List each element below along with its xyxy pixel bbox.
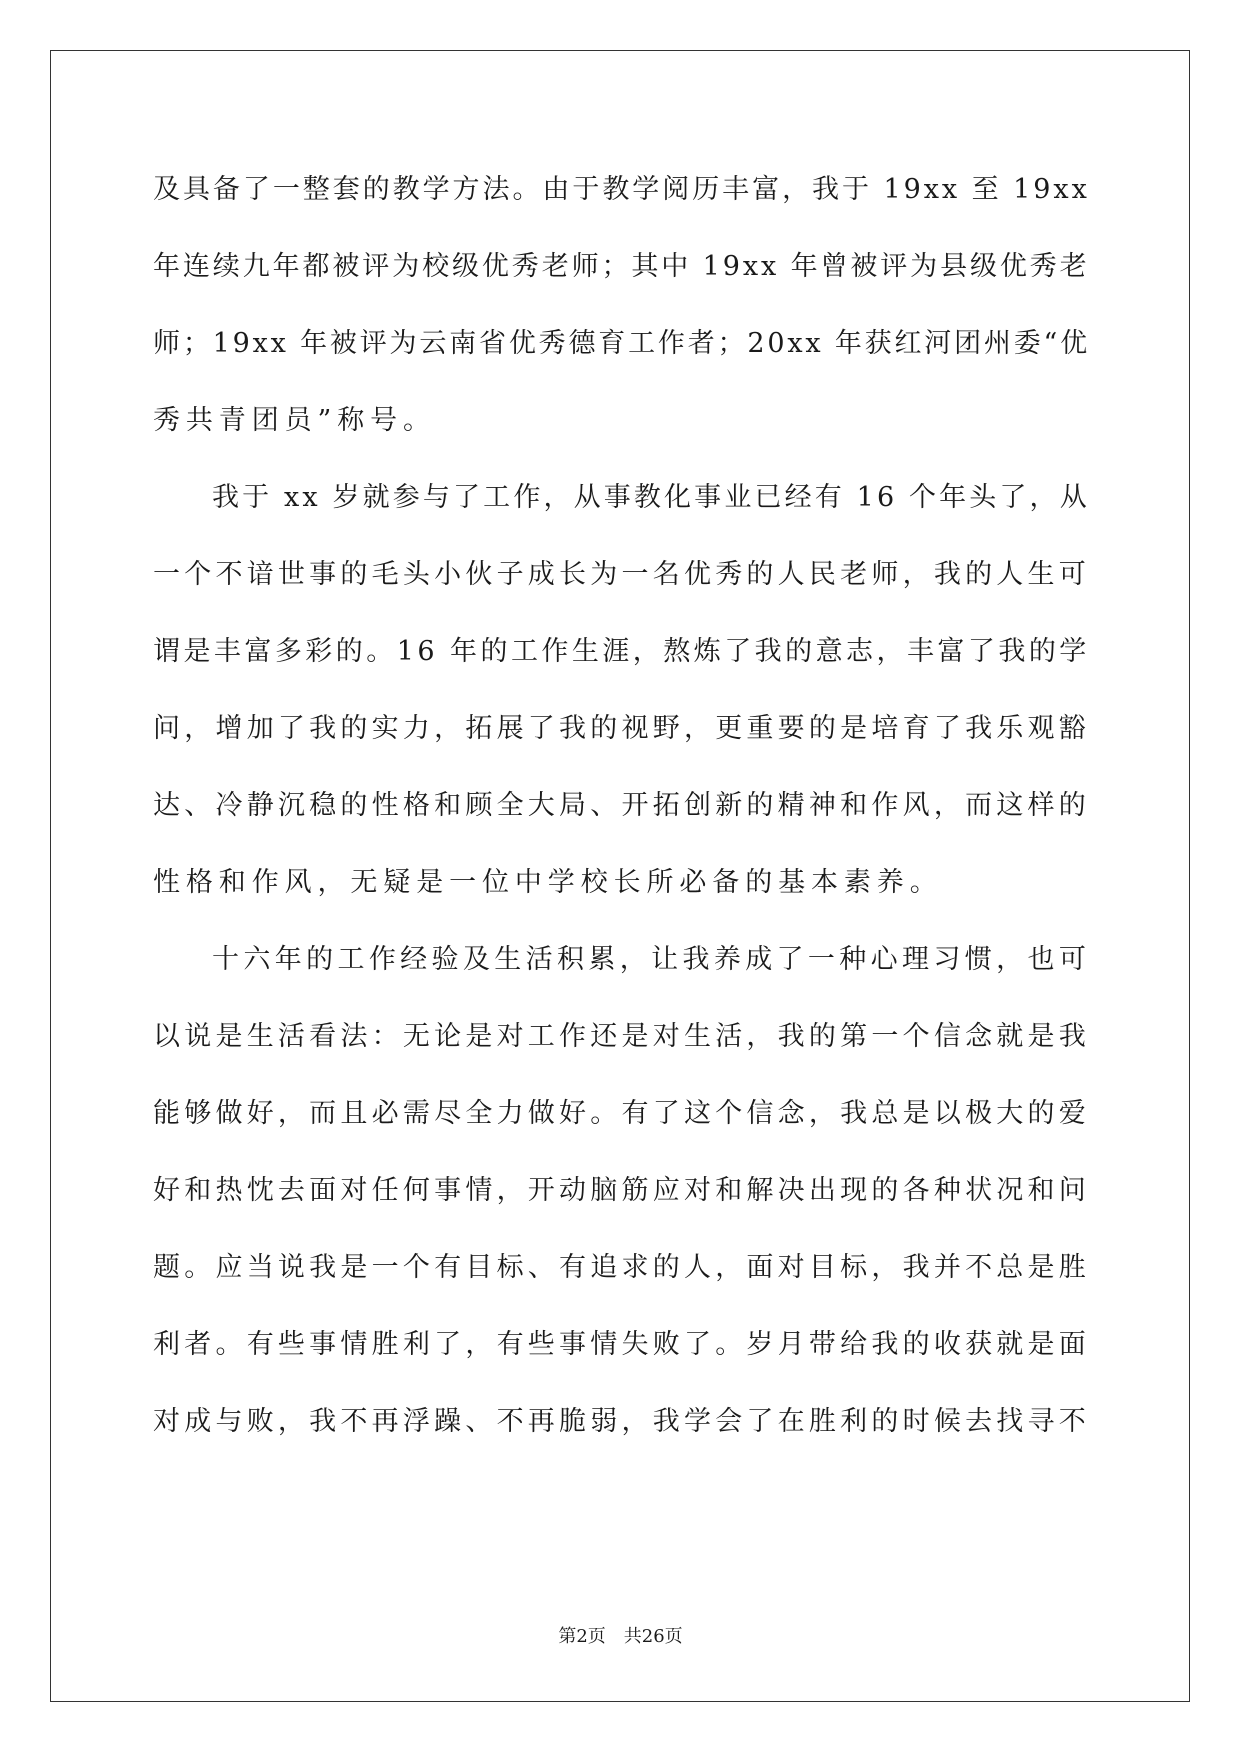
text-line: 性格和作风，无疑是一位中学校长所必备的基本素养。 — [153, 867, 943, 898]
text-line: 及具备了一整套的教学方法。由于教学阅历丰富，我于 19xx 至 19xx — [153, 174, 1090, 205]
paragraph-start-line: 我于 xx 岁就参与了工作，从事教化事业已经有 16 个年头了，从 — [212, 482, 1090, 513]
current-page-number: 2 — [576, 1626, 588, 1647]
text-line: 达、冷静沉稳的性格和顾全大局、开拓创新的精神和作风，而这样的 — [153, 790, 1090, 821]
paragraph-start-line: 十六年的工作经验及生活积累，让我养成了一种心理习惯，也可 — [212, 944, 1091, 975]
text-line: 好和热忱去面对任何事情，开动脑筋应对和解决出现的各种状况和问 — [153, 1175, 1090, 1206]
text-line: 师；19xx 年被评为云南省优秀德育工作者；20xx 年获红河团州委“优 — [153, 328, 1090, 359]
text-line: 年连续九年都被评为校级优秀老师；其中 19xx 年曾被评为县级优秀老 — [153, 251, 1090, 282]
text-line: 秀共青团员”称号。 — [153, 405, 436, 436]
page-number-footer — [0, 1622, 1241, 1648]
text-line: 利者。有些事情胜利了，有些事情失败了。岁月带给我的收获就是面 — [153, 1329, 1090, 1360]
page-mid: 页 共 — [587, 1626, 642, 1647]
text-line: 对成与败，我不再浮躁、不再脆弱，我学会了在胜利的时候去找寻不 — [153, 1406, 1090, 1437]
text-line: 谓是丰富多彩的。16 年的工作生涯，熬炼了我的意志，丰富了我的学 — [153, 636, 1090, 667]
text-line: 以说是生活看法：无论是对工作还是对生活，我的第一个信念就是我 — [153, 1021, 1090, 1052]
text-line: 一个不谙世事的毛头小伙子成长为一名优秀的人民老师，我的人生可 — [153, 559, 1090, 590]
page-suffix: 页 — [664, 1626, 683, 1647]
total-page-count: 26 — [641, 1626, 665, 1647]
text-line: 问，增加了我的实力，拓展了我的视野，更重要的是培育了我乐观豁 — [153, 713, 1090, 744]
text-line: 题。应当说我是一个有目标、有追求的人，面对目标，我并不总是胜 — [153, 1252, 1090, 1283]
text-line: 能够做好，而且必需尽全力做好。有了这个信念，我总是以极大的爱 — [153, 1098, 1090, 1129]
page-prefix: 第 — [558, 1626, 577, 1647]
